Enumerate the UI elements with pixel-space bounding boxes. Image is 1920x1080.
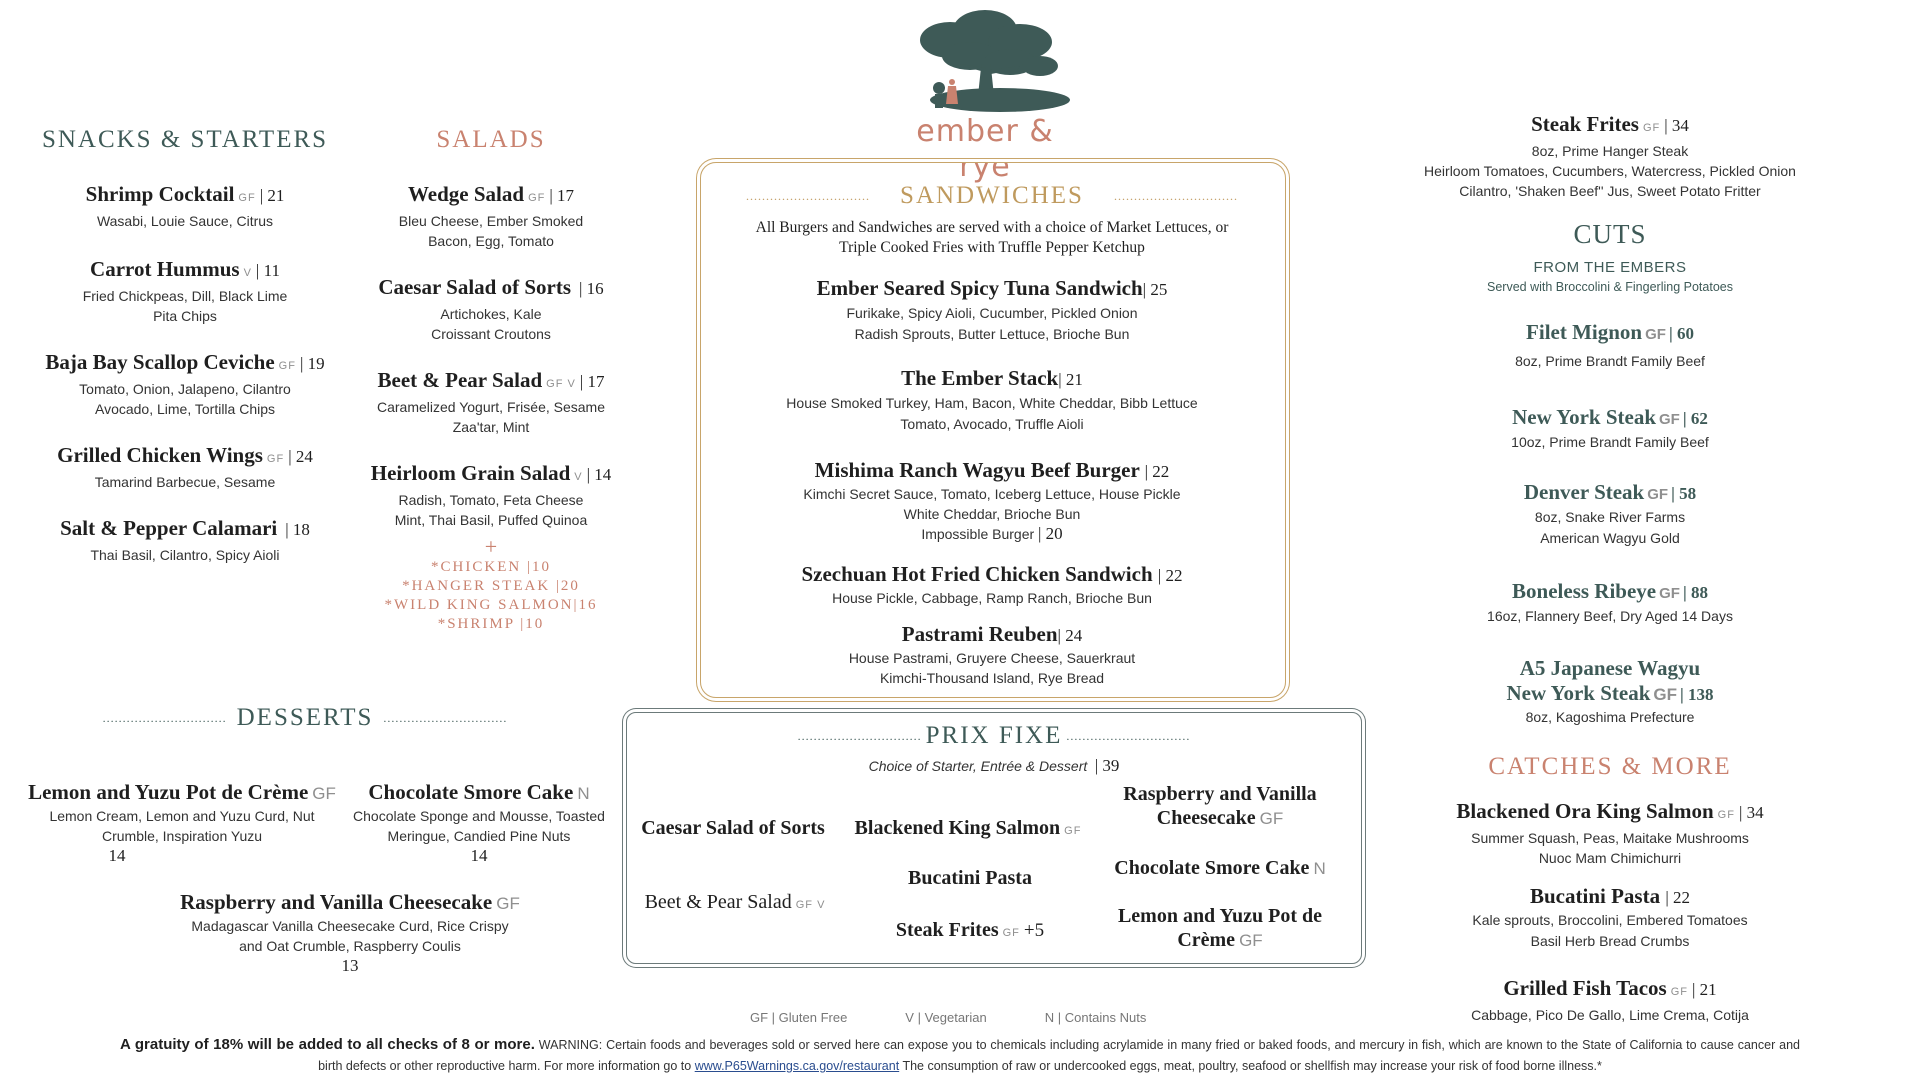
item-price: | 21 (259, 186, 285, 205)
dessert-item (14, 780, 350, 866)
item-name: Carrot Hummus (90, 257, 240, 281)
prix-fixe-price: | 39 (1094, 756, 1120, 775)
item-name: Wedge Salad (407, 182, 525, 206)
item-desc: Tamarind Barbecue, Sesame (94, 474, 276, 490)
dots-divider: ............................... (102, 710, 227, 725)
legend-gf: GF | Gluten Free (750, 1010, 848, 1025)
legend (750, 1010, 1230, 1025)
item-name: Grilled Fish Tacos (1503, 976, 1667, 1000)
consumption-note: The consumption of raw or undercooked eggs, meat, poultry, seafood or shellfish may increase your risk of food borne illness.* (902, 1059, 1602, 1073)
sandwiches-header (704, 182, 1280, 210)
item-desc: Thai Basil, Cilantro, Spicy Aioli (90, 547, 280, 563)
item-name: Baja Bay Scallop Ceviche (45, 350, 275, 374)
cuts-note: Served with Broccolini & Fingerling Potatoes (1487, 280, 1733, 294)
item-name: Steak Frites (895, 919, 999, 941)
menu-item (352, 182, 630, 251)
item-name: Lemon and Yuzu Pot de Crème (28, 780, 309, 804)
item-price: | 34 (1664, 116, 1689, 135)
catch-item (1380, 976, 1840, 1025)
item-desc: Radish, Tomato, Feta Cheese (398, 492, 584, 508)
salads-section (352, 126, 630, 634)
item-price: | 138 (1680, 685, 1714, 704)
item-desc: 16oz, Flannery Beef, Dry Aged 14 Days (1487, 608, 1733, 624)
p65-link[interactable]: www.P65Warnings.ca.gov/restaurant (694, 1059, 900, 1073)
prix-starter (634, 816, 840, 843)
steak-frites-item (1380, 112, 1840, 201)
item-tag: GF (312, 784, 336, 803)
item-desc: Madagascar Vanilla Cheesecake Curd, Rice Crispy (191, 918, 509, 934)
prix-fixe-title: PRIX FIXE (925, 722, 1063, 749)
item-price: | 16 (579, 279, 604, 298)
item-desc: Kimchi-Thousand Island, Rye Bread (879, 670, 1105, 686)
item-name: Raspberry and Vanilla Cheesecake (1123, 783, 1317, 829)
item-price: | 24 (288, 447, 313, 466)
logo (890, 8, 1080, 184)
item-desc: Croissant Croutons (431, 326, 551, 342)
item-name: Heirloom Grain Salad (370, 461, 571, 485)
snacks-title: SNACKS & STARTERS (41, 126, 329, 153)
item-name: Denver Steak (1523, 480, 1645, 504)
item-price: | 34 (1738, 803, 1764, 822)
menu-item (352, 275, 630, 344)
item-tag: GF (266, 453, 285, 465)
gratuity-note: A gratuity of 18% will be added to all checks of 8 or more. (120, 1036, 535, 1053)
item-price: | 17 (579, 372, 605, 391)
prix-entree (840, 866, 1100, 890)
item-price: 14 (108, 846, 126, 865)
item-price: | 22 (1144, 462, 1170, 481)
item-name: Pastrami Reuben (901, 622, 1058, 646)
item-tag: GF (1064, 825, 1082, 837)
prix-fixe-header (626, 722, 1362, 776)
item-name: Caesar Salad of Sorts (641, 817, 825, 839)
item-name: The Ember Stack (901, 366, 1059, 390)
addon-item: *WILD KING SALMON|16 (384, 597, 598, 613)
item-name: Lemon and Yuzu Pot de Crème (1117, 905, 1323, 951)
prix-entree (840, 918, 1100, 945)
item-price: | 14 (586, 465, 612, 484)
item-price: | 22 (1157, 566, 1183, 585)
item-desc: 10oz, Prime Brandt Family Beef (1511, 434, 1709, 450)
prix-dessert (1090, 856, 1350, 881)
item-tag: N (577, 784, 590, 803)
item-tag: V (574, 471, 583, 483)
item-tag: GF (1645, 326, 1666, 343)
item-price: | 22 (1665, 888, 1690, 907)
cuts-title: CUTS (1573, 219, 1647, 249)
menu-item (20, 516, 350, 565)
item-tag: GF (1647, 486, 1669, 503)
menu-item (20, 443, 350, 492)
item-desc: Pita Chips (153, 308, 217, 324)
item-desc: and Oat Crumble, Raspberry Coulis (239, 938, 461, 954)
dots-divider: ............................... (1113, 188, 1238, 203)
item-name: New York Steak (1512, 405, 1657, 429)
brand-name: ember & rye (916, 114, 1054, 184)
item-name: Bucatini Pasta (908, 867, 1032, 889)
menu-item (20, 350, 350, 419)
item-price: | 21 (1058, 370, 1083, 389)
cut-item (1380, 579, 1840, 626)
item-desc: Cabbage, Pico De Gallo, Lime Crema, Cotija (1471, 1007, 1749, 1023)
menu-item (352, 461, 630, 530)
item-desc: 8oz, Snake River Farms (1534, 509, 1686, 525)
item-desc: Avocado, Lime, Tortilla Chips (94, 401, 276, 417)
item-price: | 60 (1668, 324, 1694, 343)
item-desc: Summer Squash, Peas, Maitake Mushrooms (1471, 830, 1749, 846)
item-desc: Chocolate Sponge and Mousse, Toasted (353, 808, 605, 824)
item-price: 14 (470, 846, 488, 865)
item-name: Chocolate Smore Cake (368, 780, 574, 804)
item-name: New York Steak (1506, 681, 1651, 705)
prix-starter (634, 890, 840, 917)
prix-dessert (1090, 782, 1350, 831)
item-tag: GF (1002, 927, 1020, 939)
menu-item (20, 182, 350, 231)
prix-entree (840, 816, 1100, 843)
item-desc: Bacon, Egg, Tomato (428, 233, 554, 249)
cut-item (1380, 480, 1840, 549)
item-extra: +5 (1023, 920, 1045, 941)
menu-item (704, 562, 1280, 608)
sandwiches-section (704, 182, 1280, 688)
catch-item (1380, 799, 1840, 868)
prix-fixe-subtitle: Choice of Starter, Entrée & Dessert (868, 758, 1088, 774)
item-price: 13 (341, 956, 359, 975)
salads-list (352, 182, 630, 634)
item-desc: Meringue, Candied Pine Nuts (387, 828, 571, 844)
item-desc: Artichokes, Kale (440, 306, 542, 322)
item-tag: N (1313, 859, 1326, 878)
item-desc: 8oz, Kagoshima Prefecture (1525, 709, 1695, 725)
item-price: | 88 (1682, 583, 1708, 602)
item-tag: GF (496, 894, 520, 913)
addon-item: *HANGER STEAK |20 (402, 578, 580, 594)
plus-icon: + (484, 534, 498, 559)
prix-dessert (1090, 904, 1350, 953)
sandwiches-title: SANDWICHES (900, 182, 1084, 209)
sandwiches-intro: Triple Cooked Fries with Truffle Pepper Ketchup (839, 239, 1145, 256)
item-name: Caesar Salad of Sorts (378, 275, 572, 299)
item-extra-price: | 20 (1038, 524, 1063, 543)
warning-text: WARNING: Certain foods and beverages sold or served here can expose you to chemicals including acrylamide in many fried or baked foods, and mercury in fish, which are known to the State of California to cause cancer and birth defects or other reproductive harm. For more information go to (318, 1038, 1800, 1073)
cuts-subtitle: FROM THE EMBERS (1533, 259, 1687, 276)
desserts-title: DESSERTS (236, 704, 374, 731)
item-desc: Bleu Cheese, Ember Smoked (398, 213, 584, 229)
menu-item (704, 458, 1280, 544)
item-name: Filet Mignon (1526, 320, 1643, 344)
item-desc: Nuoc Mam Chimichurri (1538, 850, 1682, 866)
item-tag: GF (1239, 931, 1263, 950)
item-tag: GF (278, 360, 296, 372)
item-tag: V (243, 267, 252, 279)
salads-title: SALADS (436, 126, 546, 153)
item-name: Steak Frites (1531, 112, 1639, 136)
legend-v: V | Vegetarian (905, 1010, 987, 1025)
item-desc: House Smoked Turkey, Ham, Bacon, White Cheddar, Bibb Lettuce (786, 395, 1198, 411)
item-desc: Lemon Cream, Lemon and Yuzu Curd, Nut (49, 808, 315, 824)
item-extra: Impossible Burger (921, 526, 1035, 542)
item-desc: Fried Chickpeas, Dill, Black Lime (82, 288, 288, 304)
addon-item: *CHICKEN |10 (431, 559, 551, 575)
item-name: Shrimp Cocktail (85, 182, 235, 206)
item-tag: GF (1659, 411, 1680, 428)
item-desc: Furikake, Spicy Aioli, Cucumber, Pickled Onion (846, 305, 1138, 321)
item-name: Szechuan Hot Fried Chicken Sandwich (801, 562, 1153, 586)
item-name: Grilled Chicken Wings (57, 443, 263, 467)
item-desc: Crumble, Inspiration Yuzu (101, 828, 263, 844)
item-name: Blackened Ora King Salmon (1456, 799, 1714, 823)
item-desc: Mint, Thai Basil, Puffed Quinoa (394, 512, 588, 528)
snacks-section (20, 126, 350, 595)
cut-item (1380, 320, 1840, 371)
item-tag: GF (1717, 809, 1735, 821)
menu-item (704, 366, 1280, 434)
item-name: Beet & Pear Salad (644, 891, 792, 913)
item-price: | 19 (299, 354, 325, 373)
dots-divider: ............................... (1066, 728, 1191, 743)
item-desc: 8oz, Prime Brandt Family Beef (1515, 353, 1705, 369)
item-tag: GF V (795, 899, 826, 911)
item-price: | 62 (1682, 409, 1708, 428)
menu-item (704, 276, 1280, 344)
legend-n: N | Contains Nuts (1044, 1010, 1147, 1025)
item-name: Boneless Ribeye (1512, 579, 1657, 603)
item-tag: GF (238, 192, 256, 204)
cut-item (1380, 405, 1840, 452)
item-price: | 24 (1057, 626, 1083, 645)
item-desc: Basil Herb Bread Crumbs (1530, 933, 1690, 949)
item-name: Salt & Pepper Calamari (60, 516, 278, 540)
item-desc: Cilantro, 'Shaken Beef'' Jus, Sweet Potato Fritter (1459, 183, 1761, 199)
item-name: A5 Japanese Wagyu (1519, 656, 1701, 680)
tree-logo-icon (890, 8, 1080, 118)
catch-item (1380, 884, 1840, 952)
catches-title: CATCHES & MORE (1488, 753, 1732, 780)
item-name: Bucatini Pasta (1530, 884, 1661, 908)
menu-item (20, 257, 350, 326)
item-tag: GF (1642, 122, 1661, 134)
item-tag: GF (1653, 685, 1677, 704)
item-desc: Radish Sprouts, Butter Lettuce, Brioche Bun (854, 326, 1130, 342)
item-tag: GF (1659, 585, 1680, 602)
right-column (1380, 112, 1840, 1025)
item-price: | 18 (285, 520, 310, 539)
item-desc: Tomato, Avocado, Truffle Aioli (900, 416, 1084, 432)
menu-item (704, 622, 1280, 688)
desserts-header (102, 704, 508, 732)
item-desc: House Pickle, Cabbage, Ramp Ranch, Brioche Bun (832, 590, 1152, 606)
item-price: | 11 (255, 261, 280, 280)
item-desc: Wasabi, Louie Sauce, Citrus (96, 213, 274, 229)
dots-divider: ............................... (383, 710, 508, 725)
item-price: | 58 (1671, 484, 1697, 503)
item-desc: Heirloom Tomatoes, Cucumbers, Watercress, Pickled Onion (1424, 163, 1796, 179)
item-price: | 25 (1142, 280, 1168, 299)
item-desc: House Pastrami, Gruyere Cheese, Sauerkraut (848, 650, 1136, 666)
dots-divider: ............................... (746, 188, 871, 203)
addon-item: *SHRIMP |10 (437, 616, 545, 632)
item-desc: Tomato, Onion, Jalapeno, Cilantro (79, 381, 291, 397)
item-tag: GF V (546, 378, 576, 390)
dessert-item (334, 780, 624, 866)
item-tag: GF (1259, 809, 1284, 828)
item-desc: 8oz, Prime Hanger Steak (1531, 143, 1689, 159)
footer (120, 1034, 1800, 1077)
sandwiches-intro: All Burgers and Sandwiches are served with a choice of Market Lettuces, or (755, 219, 1229, 236)
item-desc: Kimchi Secret Sauce, Tomato, Iceberg Lettuce, House Pickle (803, 486, 1181, 502)
item-name: Raspberry and Vanilla Cheesecake (180, 890, 493, 914)
item-tag: GF (1670, 986, 1688, 998)
item-tag: GF (528, 192, 546, 204)
item-price: | 21 (1692, 980, 1717, 999)
item-desc: Zaa'tar, Mint (452, 419, 530, 435)
dessert-item (140, 890, 560, 976)
item-price: | 17 (549, 186, 575, 205)
item-name: Blackened King Salmon (854, 817, 1061, 839)
wagyu-item (1380, 656, 1840, 727)
item-name: Chocolate Smore Cake (1114, 857, 1310, 879)
item-desc: Caramelized Yogurt, Frisée, Sesame (377, 399, 605, 415)
menu-item (352, 368, 630, 437)
item-name: Beet & Pear Salad (377, 368, 543, 392)
item-desc: American Wagyu Gold (1540, 530, 1680, 546)
item-desc: Kale sprouts, Broccolini, Embered Tomatoes (1472, 912, 1748, 928)
item-name: Ember Seared Spicy Tuna Sandwich (816, 276, 1143, 300)
snacks-list (20, 182, 350, 565)
dots-divider: ............................... (797, 728, 922, 743)
item-desc: White Cheddar, Brioche Bun (903, 506, 1081, 522)
item-name: Mishima Ranch Wagyu Beef Burger (814, 458, 1140, 482)
